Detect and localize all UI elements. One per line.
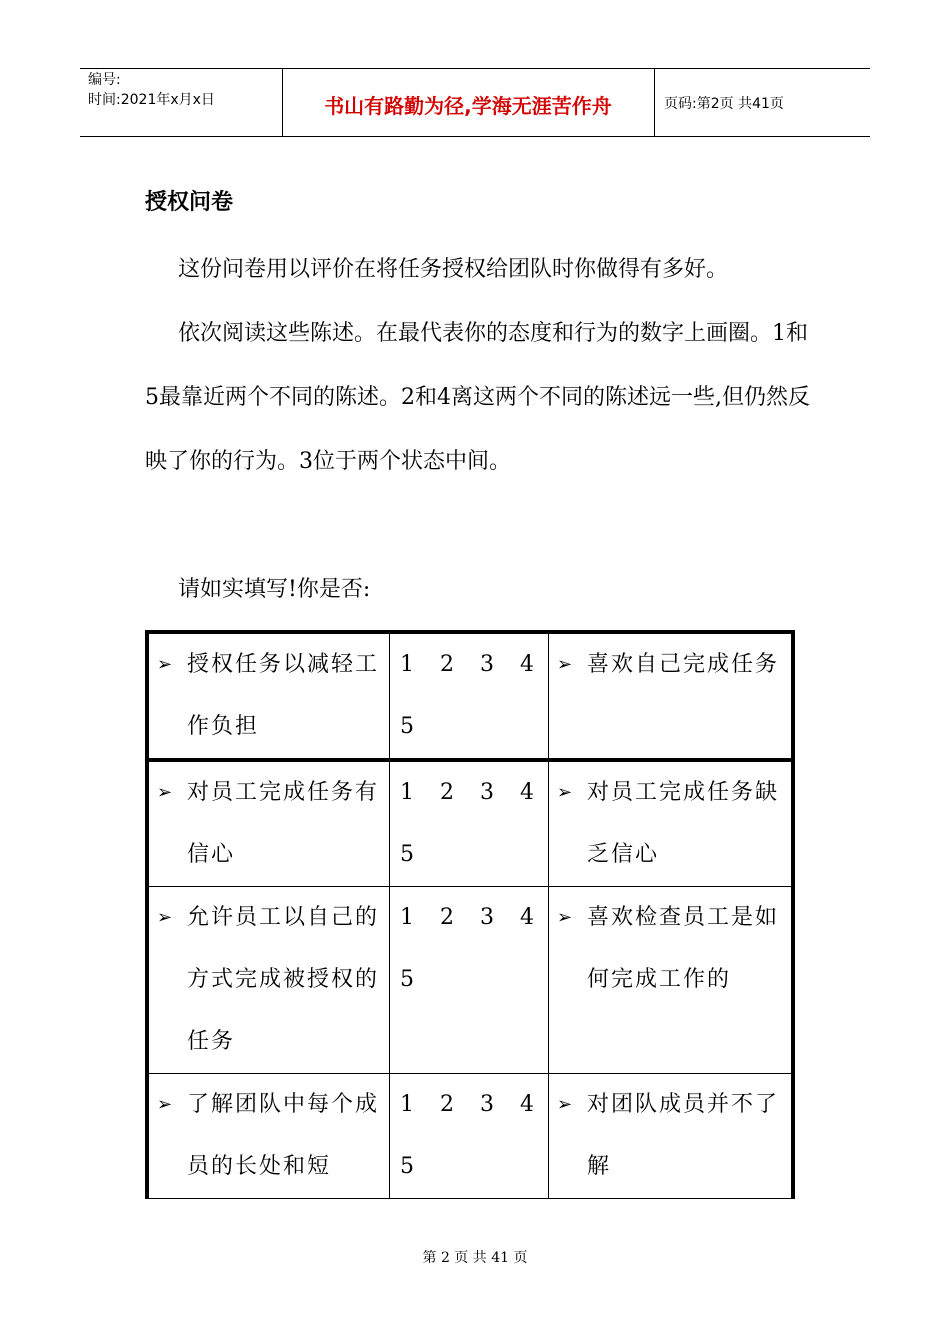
- table-row: [147, 632, 793, 760]
- header-page-info: 页码:第2页 共41页: [664, 96, 784, 112]
- scale-number: 4: [520, 905, 534, 930]
- table-row: [147, 760, 793, 887]
- arrow-bullet-icon: ➢: [157, 907, 173, 928]
- intro-paragraph: 这份问卷用以评价在将任务授权给团队时你做得有多好。: [178, 257, 729, 282]
- left-statement: 了解团队中每个成员的长处和短: [187, 1092, 380, 1179]
- scale-number: 4: [520, 652, 534, 677]
- right-statement-cell: [549, 1074, 794, 1199]
- left-statement-cell: [147, 1074, 390, 1199]
- arrow-bullet-icon: ➢: [557, 782, 573, 803]
- right-statement: 对团队成员并不了解: [587, 1092, 780, 1179]
- scale-number: 3: [480, 652, 494, 677]
- scale-number: 1: [400, 652, 414, 677]
- table-row: [147, 1074, 793, 1199]
- scale-number: 1: [400, 780, 414, 805]
- right-statement: 喜欢自己完成任务: [587, 652, 780, 677]
- scale-number: 5: [400, 842, 414, 867]
- arrow-bullet-icon: ➢: [157, 782, 173, 803]
- page-footer: 第 2 页 共 41 页: [422, 1250, 528, 1266]
- right-statement-cell: [549, 632, 794, 760]
- left-statement: 授权任务以减轻工作负担: [187, 652, 380, 739]
- arrow-bullet-icon: ➢: [557, 654, 573, 675]
- right-statement: 对员工完成任务缺乏信心: [587, 780, 780, 867]
- arrow-bullet-icon: ➢: [157, 1094, 173, 1115]
- left-statement: 允许员工以自己的方式完成被授权的任务: [187, 905, 380, 1054]
- arrow-bullet-icon: ➢: [557, 1094, 573, 1115]
- scale-number: 2: [440, 905, 454, 930]
- scale-cell: [390, 760, 549, 887]
- left-statement-cell: [147, 887, 390, 1074]
- right-statement-cell: [549, 760, 794, 887]
- header-motto: 书山有路勤为径,学海无涯苦作舟: [324, 94, 612, 118]
- arrow-bullet-icon: ➢: [557, 907, 573, 928]
- scale-cell: [390, 887, 549, 1074]
- time-label: 时间:2021年x月x日: [88, 92, 215, 108]
- left-statement: 对员工完成任务有信心: [187, 780, 380, 867]
- scale-number: 2: [440, 652, 454, 677]
- scale-number: 2: [440, 1092, 454, 1117]
- arrow-bullet-icon: ➢: [157, 654, 173, 675]
- serial-label: 编号:: [88, 72, 121, 88]
- scale-number: 4: [520, 780, 534, 805]
- scale-number: 3: [480, 905, 494, 930]
- instructions-paragraph: 依次阅读这些陈述。在最代表你的态度和行为的数字上画圈。1和5最靠近两个不同的陈述。2和4离这两个不同的陈述远一些,但仍然反映了你的行为。3位于两个状态中间。: [145, 321, 810, 474]
- table-row: [147, 887, 793, 1074]
- header-divider-2: [654, 68, 655, 136]
- scale-number: 4: [520, 1092, 534, 1117]
- scale-number: 1: [400, 905, 414, 930]
- header-top-rule: [80, 68, 870, 69]
- scale-cell: [390, 1074, 549, 1199]
- scale-number: 5: [400, 967, 414, 992]
- header-bottom-rule: [80, 136, 870, 137]
- prompt-paragraph: 请如实填写!你是否:: [178, 577, 371, 602]
- right-statement-cell: [549, 887, 794, 1074]
- scale-number: 5: [400, 714, 414, 739]
- scale-number: 2: [440, 780, 454, 805]
- scale-number: 5: [400, 1154, 414, 1179]
- left-statement-cell: [147, 632, 390, 760]
- questionnaire-table: [145, 630, 795, 1199]
- left-statement-cell: [147, 760, 390, 887]
- header-meta: [88, 70, 215, 110]
- page-title: 授权问卷: [145, 190, 234, 215]
- right-statement: 喜欢检查员工是如何完成工作的: [587, 905, 780, 992]
- scale-number: 3: [480, 1092, 494, 1117]
- scale-number: 3: [480, 780, 494, 805]
- scale-number: 1: [400, 1092, 414, 1117]
- scale-cell: [390, 632, 549, 760]
